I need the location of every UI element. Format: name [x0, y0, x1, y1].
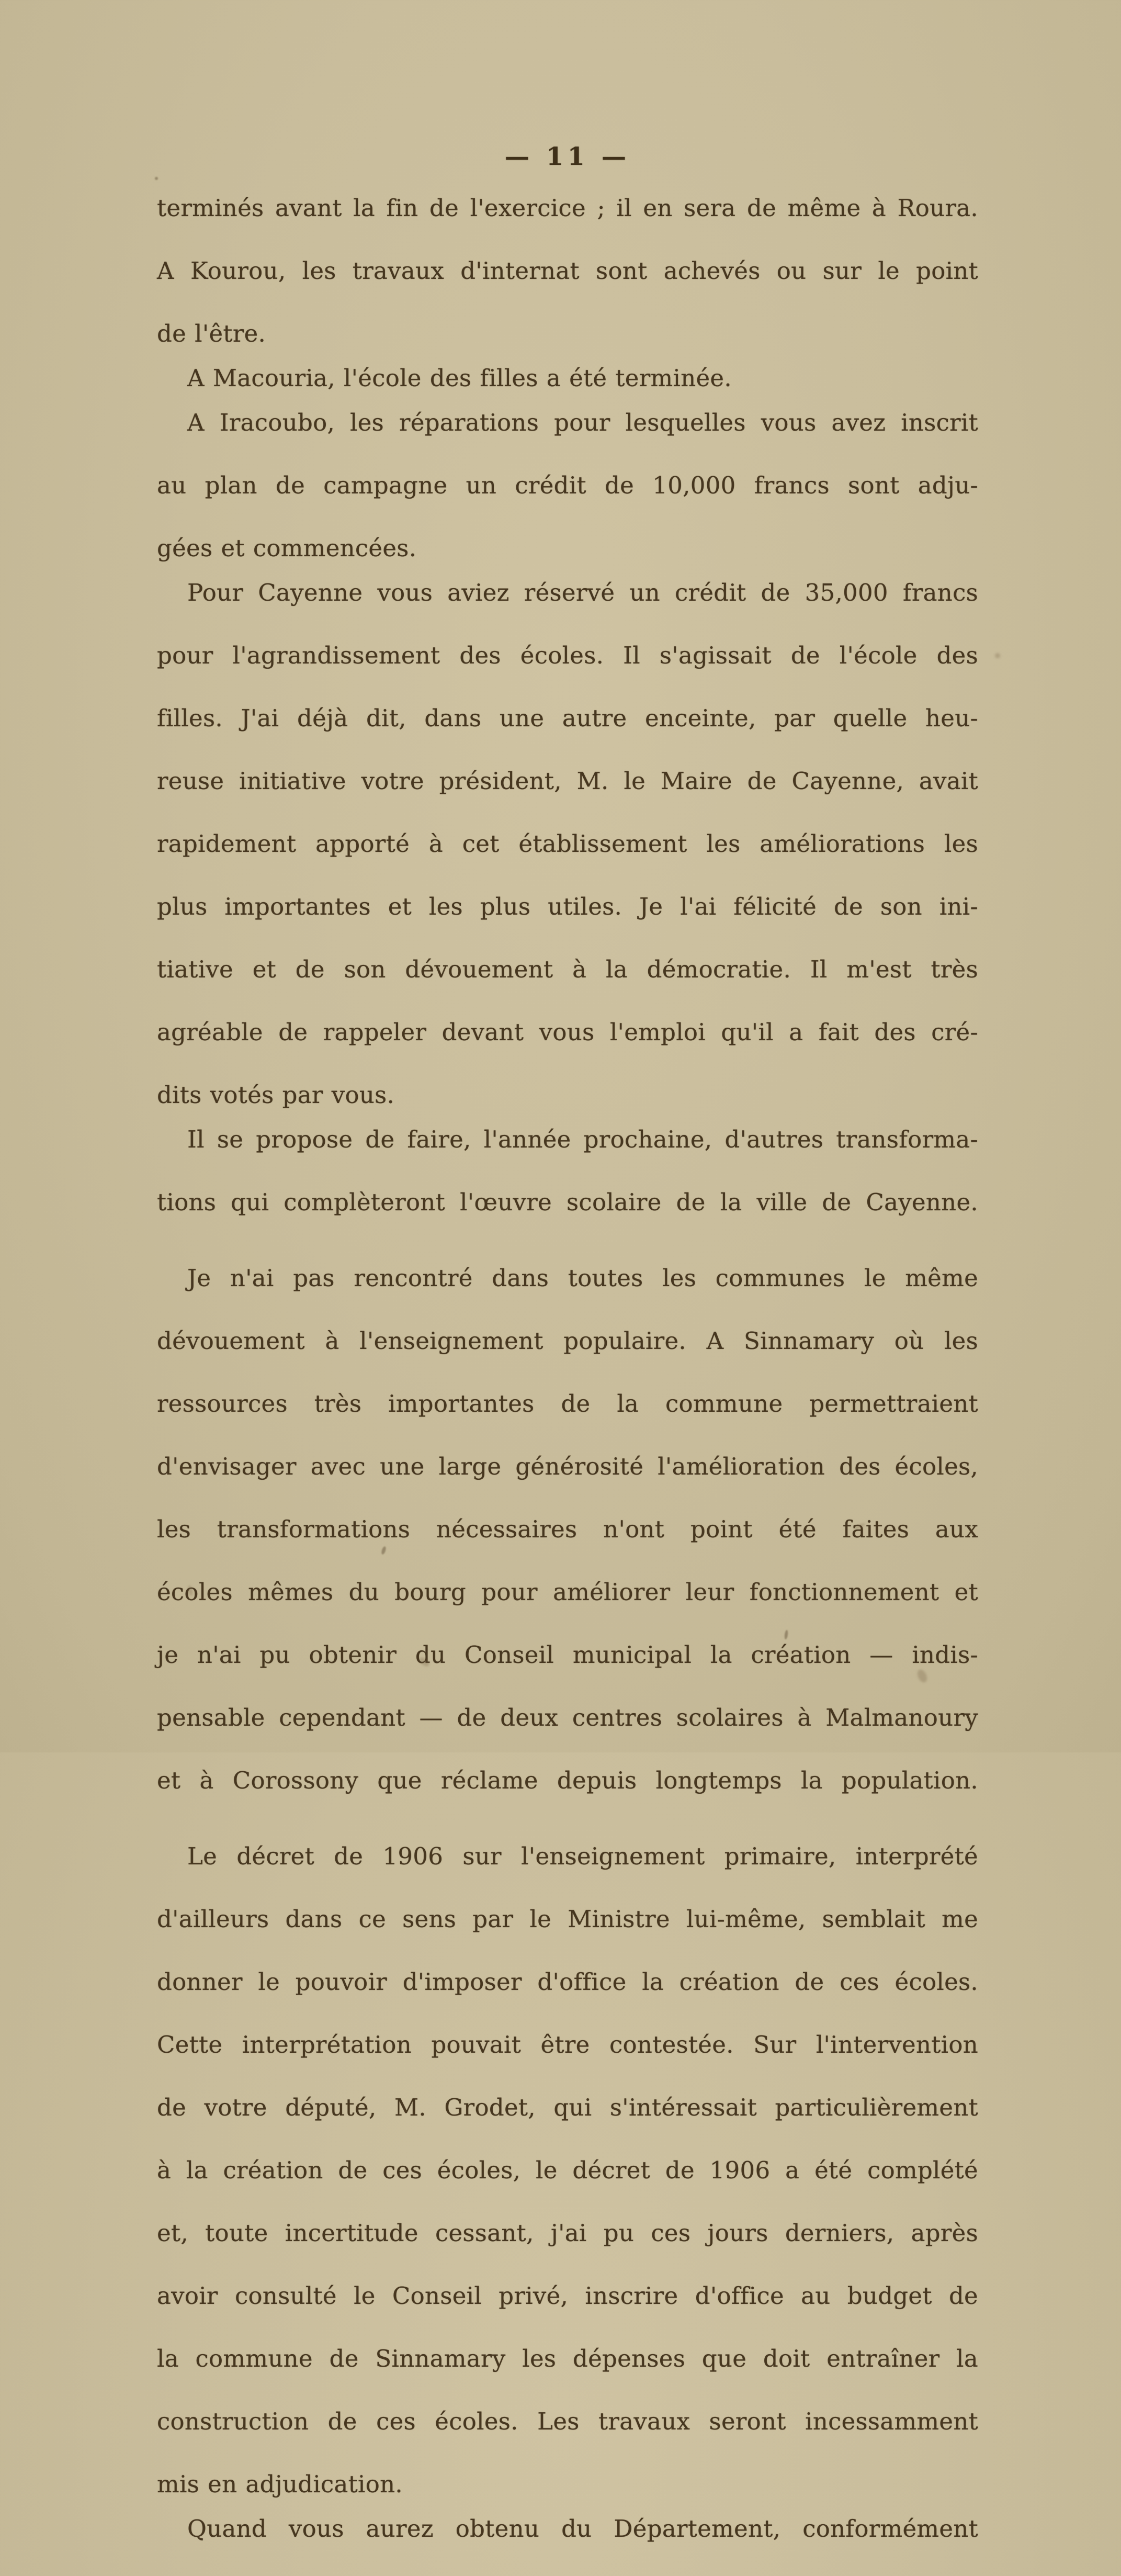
- text-line: écoles mêmes du bourg pour améliorer leur fonctionnement et: [157, 1578, 978, 1606]
- text-line: à la création de ces écoles, le décret de 1906 a été complété: [157, 2156, 978, 2184]
- text-line: reuse initiative votre président, M. le Maire de Cayenne, avait: [157, 767, 978, 795]
- text-line: Cette interprétation pouvait être contestée. Sur l'intervention: [157, 2031, 978, 2058]
- paper-speck: [155, 177, 158, 180]
- text-line: tiative et de son dévouement à la démocratie. Il m'est très: [157, 955, 978, 983]
- text-line: A Kourou, les travaux d'internat sont achevés ou sur le point: [157, 257, 978, 285]
- text-line: dévouement à l'enseignement populaire. A Sinnamary où les: [157, 1327, 978, 1355]
- paragraph-6: [157, 1263, 978, 1828]
- paper-speck: [995, 653, 1000, 658]
- text-line: tions qui complèteront l'œuvre scolaire de la ville de Cayenne.: [157, 1188, 978, 1216]
- paragraph-7: [157, 1841, 978, 2500]
- text-line: pensable cependant — de deux centres scolaires à Malmanoury: [157, 1704, 978, 1731]
- text-line: les transformations nécessaires n'ont point été faites aux: [157, 1515, 978, 1543]
- paragraph-2: [157, 363, 978, 394]
- text-line: plus importantes et les plus utiles. Je l'ai félicité de son ini-: [157, 893, 978, 920]
- text-line: donner le pouvoir d'imposer d'office la création de ces écoles.: [157, 1968, 978, 1996]
- text-line: Le décret de 1906 sur l'enseignement primaire, interprété: [187, 1842, 978, 1870]
- text-line: avoir consulté le Conseil privé, inscrire d'office au budget de: [157, 2282, 978, 2310]
- text-line: ressources très importantes de la commune permettraient: [157, 1390, 978, 1418]
- paragraph-4: [157, 577, 978, 1111]
- text-line: Pour Cayenne vous aviez réservé un crédit de 35,000 francs: [187, 579, 978, 606]
- document-body: [157, 193, 978, 2576]
- text-line: de l'être.: [157, 320, 266, 347]
- text-line: au plan de campagne un crédit de 10,000 francs sont adju-: [157, 471, 978, 499]
- text-line: Je n'ai pas rencontré dans toutes les communes le même: [187, 1264, 978, 1292]
- text-line: dits votés par vous.: [157, 1081, 395, 1109]
- paragraph-5: [157, 1124, 978, 1250]
- text-line: mis en adjudication.: [157, 2470, 403, 2498]
- text-line: filles. J'ai déjà dit, dans une autre enceinte, par quelle heu-: [157, 704, 978, 732]
- text-line: Quand vous aurez obtenu du Département, conformément: [187, 2515, 978, 2543]
- text-line: rapidement apporté à cet établissement les améliorations les: [157, 830, 978, 858]
- text-line: et à Corossony que réclame depuis longtemps la population.: [157, 1767, 978, 1794]
- text-line: pour l'agrandissement des écoles. Il s'agissait de l'école des: [157, 642, 978, 669]
- text-line: A Iracoubo, les réparations pour lesquelles vous avez inscrit: [187, 409, 978, 436]
- text-line: terminés avant la fin de l'exercice ; il en sera de même à Roura.: [157, 194, 978, 222]
- text-line: agréable de rappeler devant vous l'emploi qu'il a fait des cré-: [157, 1018, 978, 1046]
- text-line: A Macouria, l'école des filles a été terminée.: [187, 364, 732, 392]
- text-line: construction de ces écoles. Les travaux seront incessamment: [157, 2408, 978, 2435]
- text-line: d'ailleurs dans ce sens par le Ministre lui-même, semblait me: [157, 1905, 978, 1933]
- paragraph-8: [157, 2513, 978, 2576]
- paragraph-3: [157, 407, 978, 564]
- text-line: de votre député, M. Grodet, qui s'intéressait particulièrement: [157, 2094, 978, 2121]
- text-line: d'envisager avec une large générosité l'amélioration des écoles,: [157, 1453, 978, 1480]
- text-line: la commune de Sinnamary les dépenses que doit entraîner la: [157, 2345, 978, 2372]
- text-line: je n'ai pu obtenir du Conseil municipal la création — indis-: [157, 1641, 978, 1669]
- text-line: gées et commencées.: [157, 534, 417, 562]
- paragraph-1: [157, 193, 978, 350]
- text-line: et, toute incertitude cessant, j'ai pu ces jours derniers, après: [157, 2219, 978, 2247]
- text-line: Il se propose de faire, l'année prochaine, d'autres transforma-: [187, 1126, 978, 1153]
- page-number: — 11 —: [504, 142, 631, 171]
